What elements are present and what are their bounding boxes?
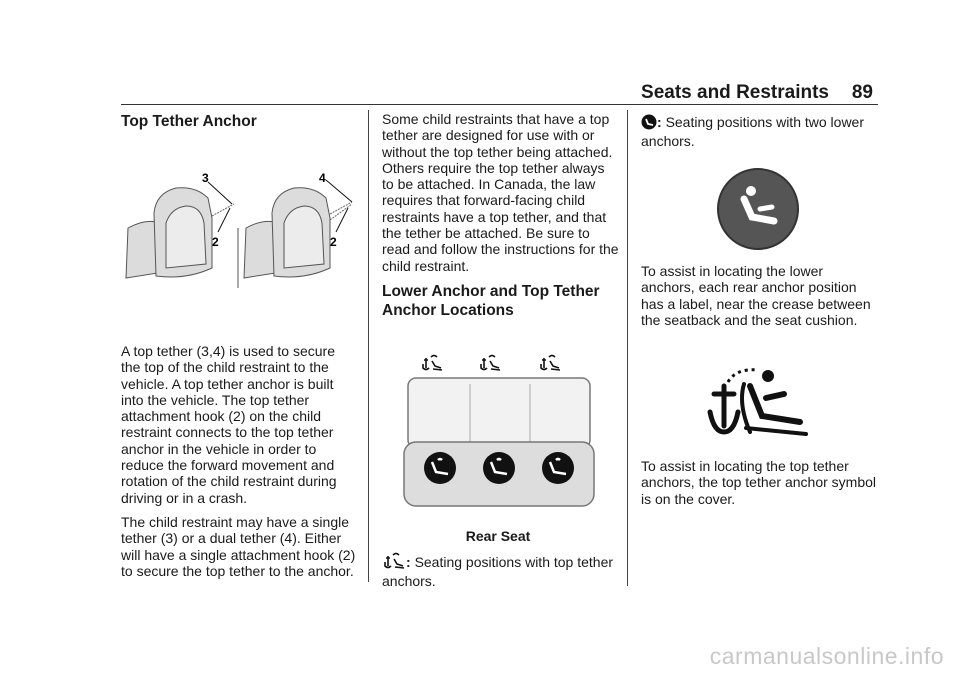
- top-tether-cover-symbol-icon: [706, 364, 810, 440]
- column-3-body-2: [641, 458, 877, 515]
- column-1: [121, 110, 357, 131]
- page-number: 89: [851, 82, 873, 103]
- column-divider-2: [627, 110, 628, 586]
- lower-anchor-icon-center: [483, 452, 515, 484]
- lower-anchor-icon-left: [424, 452, 456, 484]
- column-divider-1: [368, 110, 369, 582]
- rear-seat-diagram: [398, 348, 598, 512]
- column-3-body-1: [641, 263, 877, 336]
- figure-caption-rear-seat: Rear Seat: [465, 528, 531, 544]
- lower-anchor-legend: [641, 114, 877, 150]
- legend-text-top-tether: Seating positions with top tether anchors.: [382, 554, 614, 590]
- top-tether-icon-center: [481, 356, 500, 371]
- heading-top-tether-anchor: Top Tether Anchor: [121, 113, 257, 130]
- heading-anchor-locations: Lower Anchor and Top Tether Anchor Locations: [382, 282, 600, 319]
- top-tether-legend: [382, 552, 620, 590]
- legend-colon: :: [657, 114, 662, 130]
- tether-seats-illustration: [116, 168, 360, 294]
- legend-text-lower-anchors: Seating positions with two lower anchors.: [641, 114, 864, 150]
- top-tether-symbol-icon: [382, 552, 406, 573]
- paragraph-lower-anchor-labels: To assist in locating the lower anchors, each rear anchor position has a label, near the crease between the seatback and the seat cushion.: [641, 263, 871, 328]
- paragraph-tether-symbol-cover: To assist in locating the top tether anchors, the top tether anchor symbol is on the cover.: [641, 458, 877, 507]
- top-tether-icon-left: [423, 356, 442, 371]
- lower-anchor-symbol-icon: [641, 114, 657, 133]
- watermark-text: carmanualsonline.info: [709, 643, 944, 669]
- paragraph-tether-types: The child restraint may have a single tether (3) or a dual tether (4). Either will have a single attachment hook (2) to secure the top tether to the anchor.: [121, 513, 356, 579]
- page-header: [0, 0, 960, 110]
- seat-single-tether: [126, 188, 234, 278]
- header-divider: [121, 104, 878, 105]
- callout-label-3: 3: [202, 171, 209, 185]
- paragraph-tether-requirements: Some child restraints that have a top tether are designed for use with or without the top tether being attached. Others require the top tether always to be attached. In Canada, the law requires that forward-facing child restraints have a top tether, and that the tether be attached. Be sure to read and follow the instructions for the child restraint.: [382, 111, 619, 274]
- seat-dual-tether: [244, 188, 352, 278]
- lower-anchor-label-icon: [716, 167, 800, 251]
- lower-anchor-icon-right: [542, 452, 574, 484]
- top-tether-icon-right: [541, 356, 560, 371]
- seatback: [408, 378, 590, 448]
- column-1-body: [121, 343, 357, 587]
- section-title: Seats and Restraints: [641, 82, 829, 103]
- callout-label-2b: 2: [330, 235, 337, 249]
- legend-colon: :: [406, 554, 411, 570]
- callout-label-4: 4: [319, 171, 326, 185]
- callout-label-2a: 2: [212, 235, 219, 249]
- paragraph-top-tether-purpose: A top tether (3,4) is used to secure the top of the child restraint to the vehicle. A top tether anchor is built into the vehicle. The top tether attachment hook (2) on the child restraint connects to the top tether anchor in the vehicle in order to reduce the forward movement and rotation of the child restraint during driving or in a crash.: [121, 343, 337, 506]
- column-2: [382, 111, 620, 320]
